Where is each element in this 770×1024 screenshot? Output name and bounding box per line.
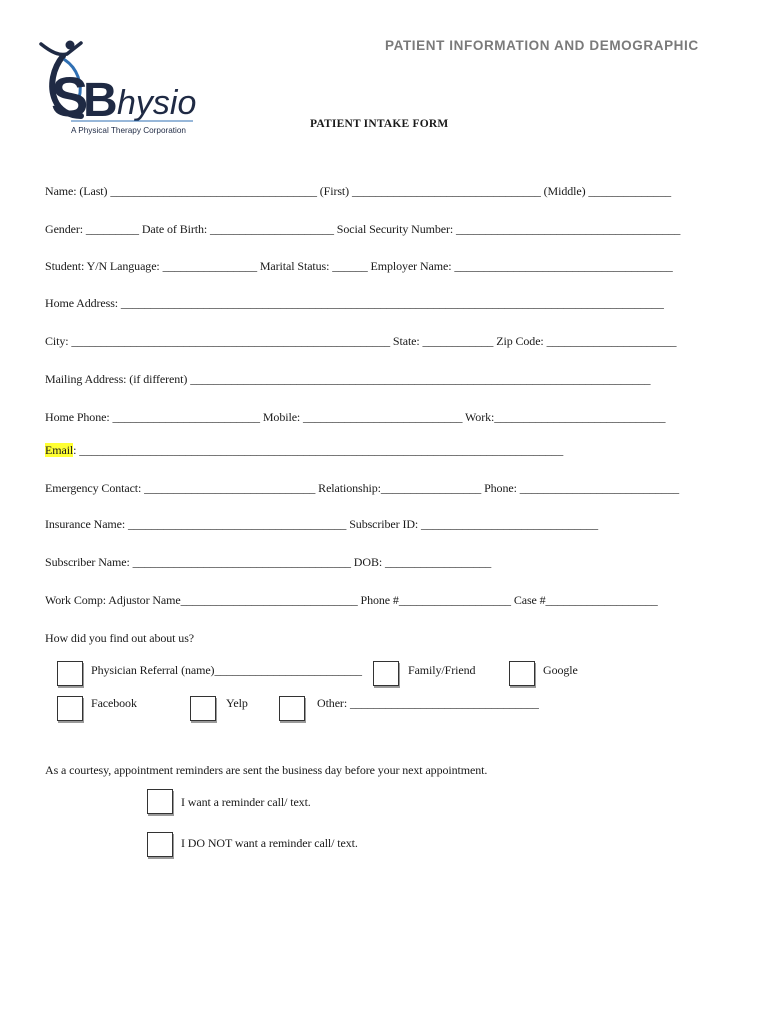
physician-referral-checkbox[interactable] xyxy=(57,661,83,686)
family-friend-label: Family/Friend xyxy=(408,663,476,677)
reminder-yes-label: I want a reminder call/ text. xyxy=(181,795,311,809)
courtesy-note: As a courtesy, appointment reminders are sent the business day before your next appointment. xyxy=(45,763,488,777)
logo-letter-b: B xyxy=(83,74,118,127)
subscriber-row[interactable]: Subscriber Name: _____________________________________ DOB: __________________ xyxy=(45,555,492,569)
logo-letter-s: S xyxy=(51,65,89,128)
yelp-label: Yelp xyxy=(226,696,248,710)
section-title: PATIENT INFORMATION AND DEMOGRAPHIC xyxy=(385,38,699,53)
physician-referral-label: Physician Referral (name)_________________________ xyxy=(91,663,362,677)
referral-question: How did you find out about us? xyxy=(45,631,194,645)
name-field-row[interactable]: Name: (Last) ___________________________________ (First) ________________________________ (Middle) ______________ xyxy=(45,184,671,198)
logo-figure-arms xyxy=(41,43,81,55)
home-address-row[interactable]: Home Address: ____________________________________________________________________________________________ xyxy=(45,296,664,310)
google-checkbox[interactable] xyxy=(509,661,535,686)
other-label[interactable]: Other: ________________________________ xyxy=(317,696,539,710)
logo-letters-hysio: hysio xyxy=(117,84,197,122)
email-label: Email xyxy=(45,443,74,457)
email-line[interactable]: : __________________________________________________________________________________ xyxy=(73,443,564,457)
facebook-label: Facebook xyxy=(91,696,137,710)
city-state-zip-row[interactable]: City: ______________________________________________________ State: ____________ Zip Code: ______________________ xyxy=(45,334,677,348)
gender-dob-ssn-row[interactable]: Gender: _________ Date of Birth: _____________________ Social Security Number: ______________________________________ xyxy=(45,222,681,236)
other-checkbox[interactable] xyxy=(279,696,305,721)
google-label: Google xyxy=(543,663,578,677)
form-title: PATIENT INTAKE FORM xyxy=(310,118,449,130)
yelp-checkbox[interactable] xyxy=(190,696,216,721)
insurance-row[interactable]: Insurance Name: _____________________________________ Subscriber ID: ______________________________ xyxy=(45,517,599,531)
reminder-yes-checkbox[interactable] xyxy=(147,789,173,814)
reminder-no-checkbox[interactable] xyxy=(147,832,173,857)
facebook-checkbox[interactable] xyxy=(57,696,83,721)
reminder-no-label: I DO NOT want a reminder call/ text. xyxy=(181,836,358,850)
student-language-row[interactable]: Student: Y/N Language: ________________ Marital Status: ______ Employer Name: _____________________________________ xyxy=(45,259,673,273)
email-row[interactable] xyxy=(45,443,563,458)
mailing-address-row[interactable]: Mailing Address: (if different) ______________________________________________________________________________ xyxy=(45,372,651,386)
sbphysio-logo xyxy=(37,38,197,138)
family-friend-checkbox[interactable] xyxy=(373,661,399,686)
phone-row[interactable]: Home Phone: _________________________ Mobile: ___________________________ Work:_____________________________ xyxy=(45,410,666,424)
emergency-contact-row[interactable]: Emergency Contact: _____________________________ Relationship:_________________ Phone: ___________________________ xyxy=(45,481,680,495)
logo-tagline: A Physical Therapy Corporation xyxy=(71,126,186,135)
work-comp-row[interactable]: Work Comp: Adjustor Name______________________________ Phone #___________________ Case #___________________ xyxy=(45,593,658,607)
